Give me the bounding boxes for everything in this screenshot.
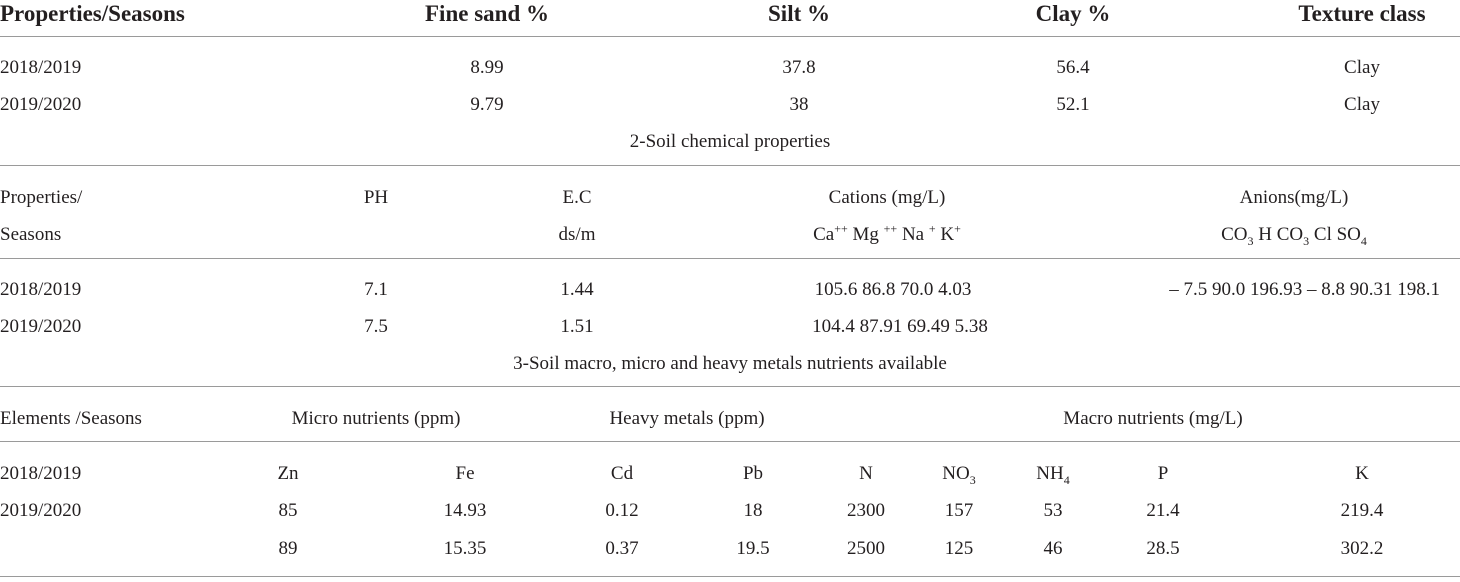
subheader-zn: Zn — [277, 463, 299, 484]
p-value: 21.4 — [1146, 500, 1180, 521]
header-anions: Anions(mg/L) — [1239, 187, 1349, 208]
zn-value: 89 — [278, 538, 298, 559]
header-macro-nutrients: Macro nutrients (mg/L) — [1063, 408, 1243, 429]
subheader-k: K — [1355, 463, 1369, 484]
header-silt: Silt % — [768, 1, 830, 26]
divider — [0, 258, 1460, 259]
anion-so4-sub: 4 — [1360, 233, 1367, 248]
header-anions-species — [1221, 224, 1367, 248]
fine-sand-value: 8.99 — [470, 57, 504, 78]
anion-hco3-sub: 3 — [1303, 233, 1310, 248]
section-title-chemical: 2-Soil chemical properties — [629, 131, 831, 152]
pb-value: 19.5 — [736, 538, 770, 559]
header-cations-species — [813, 221, 961, 245]
season-label: 2018/2019 — [0, 279, 82, 300]
n-value: 2500 — [847, 538, 885, 559]
header-clay: Clay % — [1035, 1, 1111, 26]
texture-value: Clay — [1344, 57, 1380, 78]
subheader-nh4 — [1036, 463, 1070, 487]
fe-value: 14.93 — [443, 500, 487, 521]
subheader-nh4-text: NH — [1036, 463, 1064, 484]
clay-value: 56.4 — [1056, 57, 1090, 78]
p-value: 28.5 — [1146, 538, 1180, 559]
cation-k: K — [940, 224, 955, 245]
subheader-no3-sub: 3 — [969, 472, 976, 487]
cd-value: 0.37 — [605, 538, 639, 559]
no3-value: 125 — [944, 538, 974, 559]
cation-na: Na — [901, 224, 925, 245]
ph-value: 7.1 — [364, 279, 388, 300]
section-title-nutrients: 3-Soil macro, micro and heavy metals nutrients available — [513, 353, 947, 374]
silt-value: 37.8 — [782, 57, 816, 78]
subheader-no3-text: NO — [942, 463, 970, 484]
nh4-value: 46 — [1043, 538, 1063, 559]
silt-value: 38 — [789, 94, 809, 115]
subheader-cd: Cd — [610, 463, 634, 484]
anions-values: – 7.5 90.0 196.93 – 8.8 90.31 198.1 — [1169, 279, 1440, 300]
header-elements-seasons: Elements /Seasons — [0, 408, 142, 429]
subheader-nh4-sub: 4 — [1063, 472, 1070, 487]
anion-so4: SO — [1336, 224, 1361, 245]
header-seasons: Seasons — [0, 224, 62, 245]
header-ph: PH — [363, 187, 389, 208]
season-label: 2019/2020 — [0, 316, 82, 337]
k-value: 302.2 — [1340, 538, 1384, 559]
header-heavy-metals: Heavy metals (ppm) — [609, 408, 765, 429]
header-ec: E.C — [562, 187, 592, 208]
subheader-fe: Fe — [455, 463, 475, 484]
anion-cl: Cl — [1313, 224, 1332, 245]
zn-value: 85 — [278, 500, 298, 521]
nh4-value: 53 — [1043, 500, 1063, 521]
pb-value: 18 — [743, 500, 763, 521]
header-micro-nutrients: Micro nutrients (ppm) — [291, 408, 461, 429]
clay-value: 52.1 — [1056, 94, 1090, 115]
anion-co3-sub: 3 — [1247, 233, 1254, 248]
divider — [0, 36, 1460, 37]
cation-ca: Ca — [813, 224, 835, 245]
cations-values: 104.4 87.91 69.49 5.38 — [812, 316, 988, 337]
divider — [0, 386, 1460, 387]
no3-value: 157 — [944, 500, 974, 521]
anion-h: H — [1258, 224, 1272, 245]
season-label: 2019/2020 — [0, 94, 82, 115]
ec-value: 1.44 — [560, 279, 594, 300]
header-cations: Cations (mg/L) — [828, 187, 946, 208]
subheader-n: N — [859, 463, 873, 484]
season-label: 2018/2019 — [0, 57, 82, 78]
subheader-pb: Pb — [742, 463, 764, 484]
season-label: 2018/2019 — [0, 463, 82, 484]
ec-value: 1.51 — [560, 316, 594, 337]
texture-value: Clay — [1344, 94, 1380, 115]
cation-mg-charge: ++ — [883, 221, 898, 236]
ph-value: 7.5 — [364, 316, 388, 337]
divider — [0, 441, 1460, 442]
header-properties: Properties/ — [0, 187, 83, 208]
cations-values: 105.6 86.8 70.0 4.03 — [814, 279, 972, 300]
cation-mg: Mg — [852, 224, 879, 245]
subheader-p: P — [1157, 463, 1169, 484]
cation-ca-charge: ++ — [834, 221, 848, 236]
header-ec-unit: ds/m — [558, 224, 596, 245]
header-texture-class: Texture class — [1298, 1, 1426, 26]
cation-k-charge: + — [954, 221, 961, 236]
anion-hco3: CO — [1276, 224, 1304, 245]
cation-na-charge: + — [928, 221, 936, 236]
subheader-no3 — [942, 463, 976, 487]
header-properties-seasons: Properties/Seasons — [0, 1, 185, 26]
cd-value: 0.12 — [605, 500, 639, 521]
fe-value: 15.35 — [443, 538, 487, 559]
k-value: 219.4 — [1340, 500, 1384, 521]
divider — [0, 576, 1460, 577]
anion-co3: CO — [1221, 224, 1248, 245]
season-label: 2019/2020 — [0, 500, 82, 521]
divider — [0, 165, 1460, 166]
header-fine-sand: Fine sand % — [425, 1, 549, 26]
n-value: 2300 — [847, 500, 885, 521]
fine-sand-value: 9.79 — [470, 94, 504, 115]
